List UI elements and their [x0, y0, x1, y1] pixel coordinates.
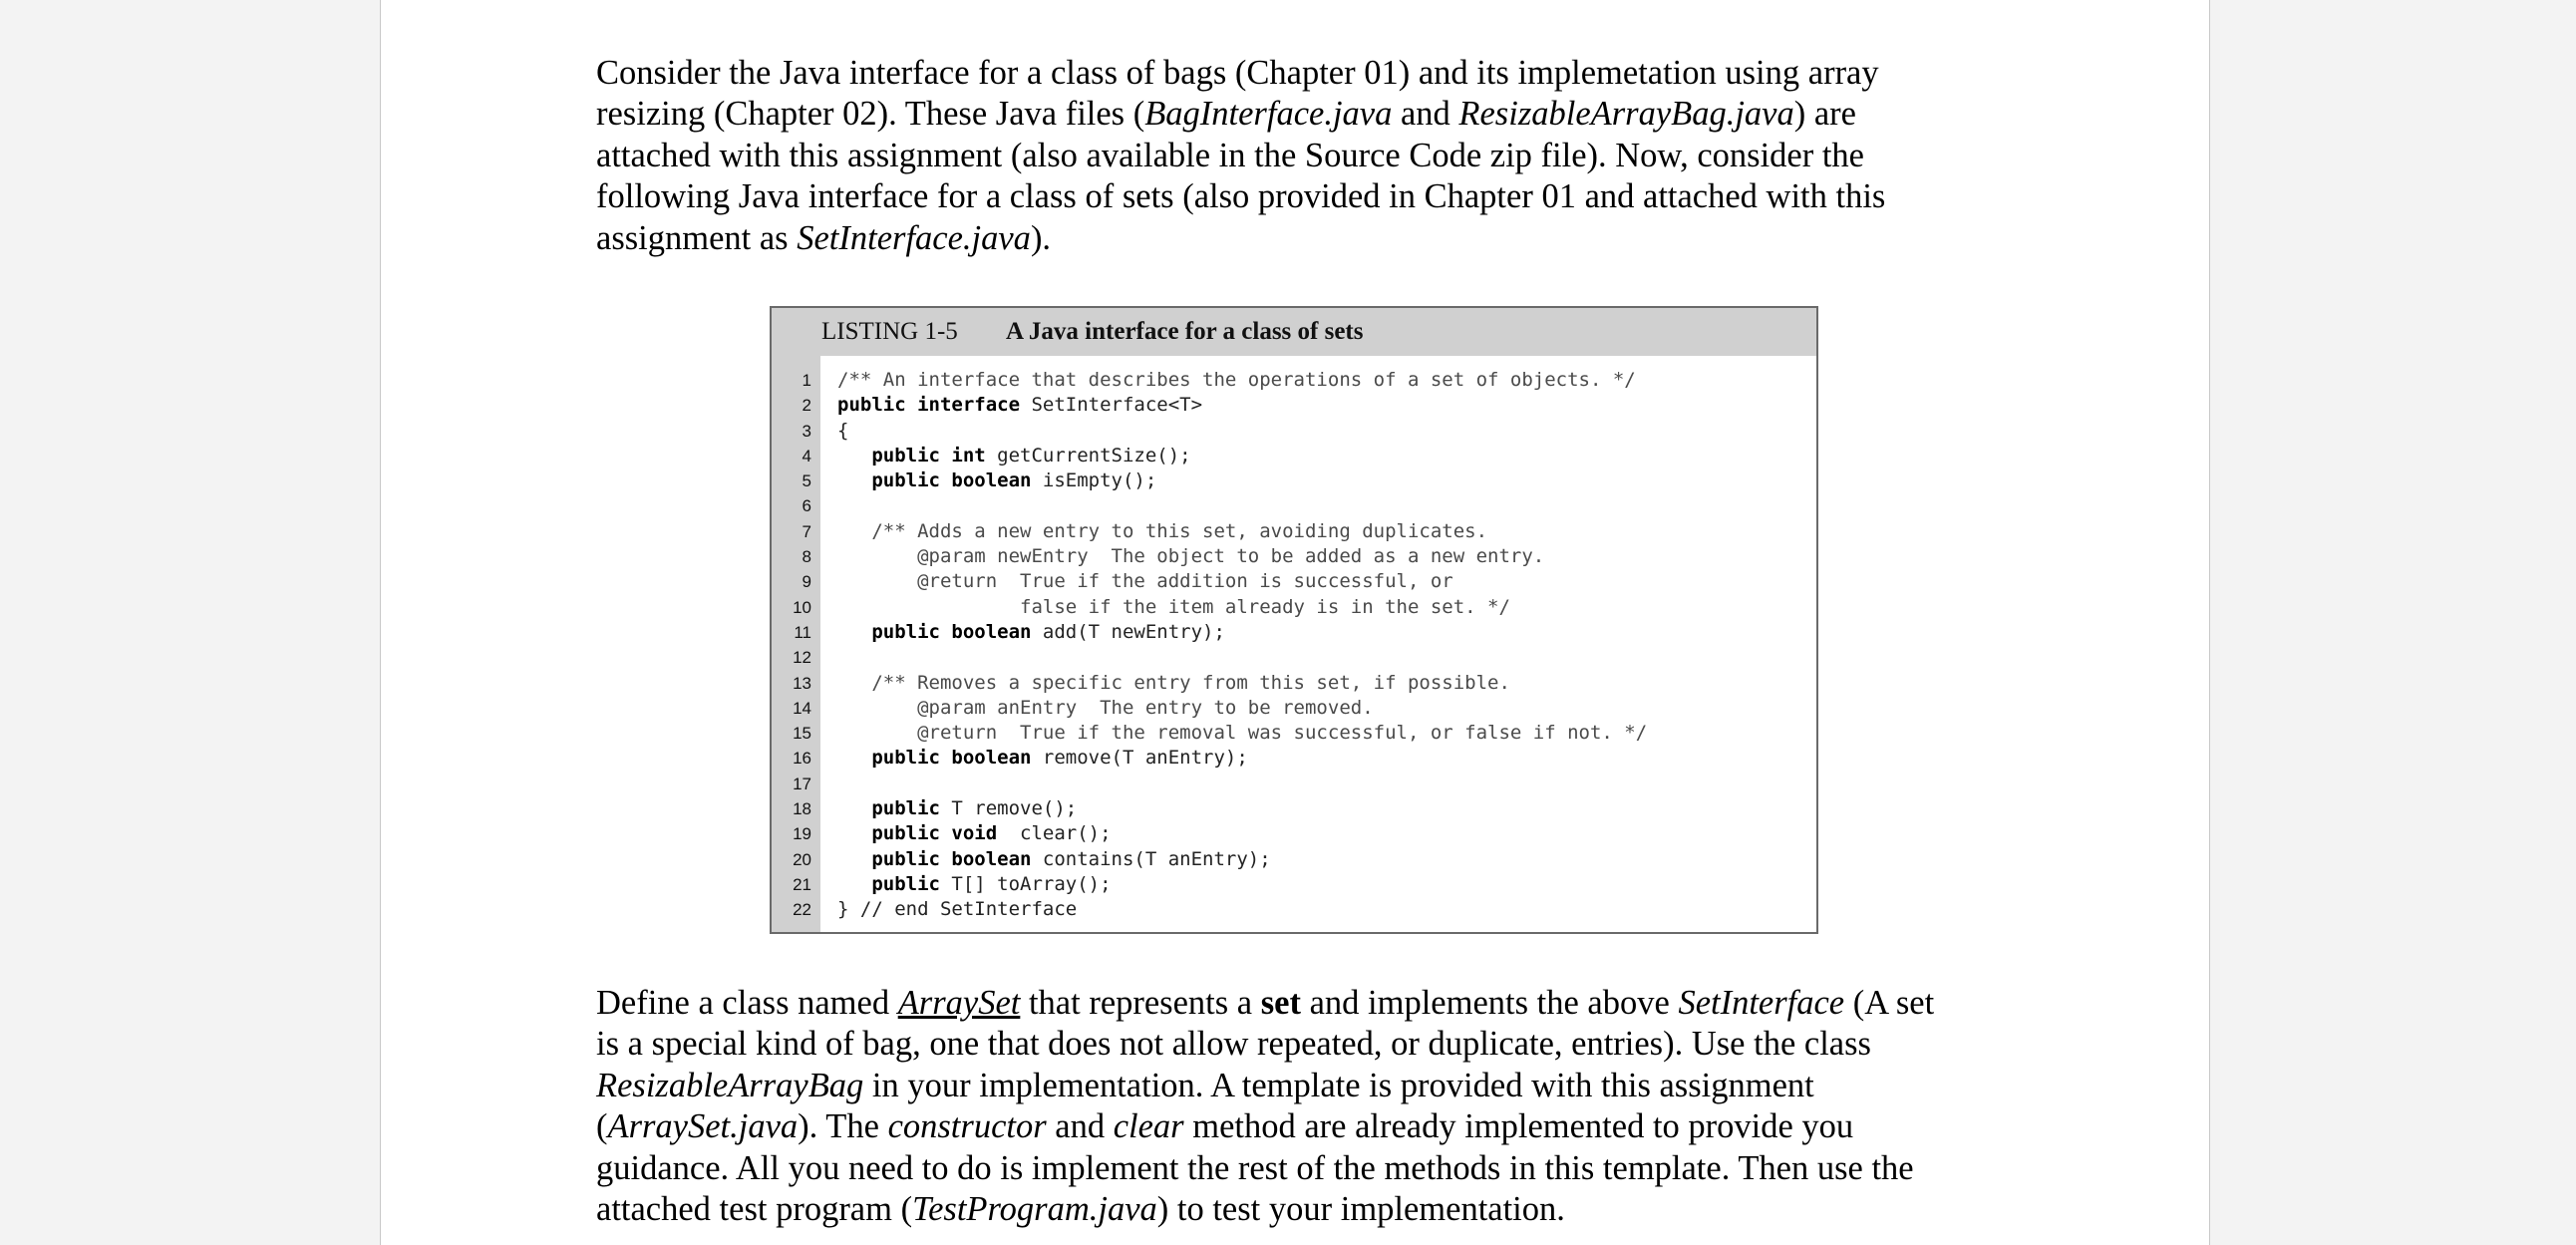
line-number: 16	[793, 749, 811, 769]
task-line-6	[596, 1189, 2032, 1230]
code-line	[772, 746, 1816, 771]
code-line	[772, 544, 1816, 569]
code-line	[772, 368, 1816, 393]
code-text	[837, 847, 1271, 872]
code-rest: T remove();	[939, 797, 1078, 820]
code-rest: SetInterface<T>	[1020, 394, 1203, 417]
code-comment	[837, 519, 1487, 544]
text-run: assignment as	[596, 218, 798, 257]
code-comment	[837, 544, 1544, 569]
intro-line-5	[596, 218, 2032, 259]
set-keyword: set	[1260, 984, 1301, 1022]
line-number: 9	[802, 572, 811, 592]
listing-caption: A Java interface for a class of sets	[1006, 318, 1364, 345]
line-number: 18	[793, 799, 811, 819]
code-text	[837, 468, 1156, 493]
text-run: (A set	[1844, 984, 1935, 1022]
resizable-array-bag-name: ResizableArrayBag	[596, 1066, 864, 1104]
code-line	[772, 468, 1816, 493]
code-line	[772, 620, 1816, 645]
code-comment	[837, 721, 1647, 746]
arrayset-filename: ArraySet.java	[607, 1107, 799, 1146]
line-number: 20	[793, 849, 811, 869]
text-run: ).	[1030, 218, 1052, 257]
line-number: 14	[793, 698, 811, 718]
line-number: 22	[793, 900, 811, 920]
code-rest: {	[837, 419, 849, 442]
code-line	[772, 569, 1816, 594]
line-number: 13	[793, 673, 811, 693]
task-paragraph	[596, 983, 2032, 1230]
code-keyword: public interface	[837, 394, 1021, 417]
code-rest: T[] toArray();	[939, 872, 1112, 895]
text-run: attached test program (	[596, 1190, 913, 1229]
line-number: 12	[793, 648, 811, 668]
code-rest: isEmpty();	[1031, 469, 1157, 492]
code-keyword: public boolean	[837, 847, 1032, 870]
code-rest: @return True if the removal was successful, or false if not. */	[837, 722, 1648, 745]
text-run: and	[1046, 1107, 1114, 1146]
code-line	[772, 772, 1816, 796]
code-line	[772, 821, 1816, 846]
code-rest: @return True if the addition is successful, or	[837, 570, 1453, 593]
code-keyword: public void	[837, 822, 998, 845]
code-rest: /** Adds a new entry to this set, avoiding duplicates.	[837, 519, 1488, 542]
code-line	[772, 721, 1816, 746]
task-line-4	[596, 1106, 2032, 1147]
text-run: that represents a	[1020, 984, 1261, 1022]
code-line	[772, 595, 1816, 620]
line-number: 11	[794, 622, 811, 642]
line-number: 5	[802, 471, 811, 491]
line-number: 17	[793, 774, 811, 793]
code-line	[772, 897, 1816, 922]
code-rest: contains(T anEntry);	[1031, 847, 1271, 870]
text-run: Define a class named	[596, 984, 898, 1022]
line-number: 3	[802, 421, 811, 441]
intro-line-4: following Java interface for a class of sets (also provided in Chapter 01 and attached with this	[596, 177, 1886, 216]
listing-header	[772, 308, 1816, 356]
code-text	[837, 897, 1077, 922]
code-rest: add(T newEntry);	[1031, 620, 1225, 643]
code-line	[772, 393, 1816, 418]
task-line-1	[596, 983, 2032, 1024]
code-keyword: public boolean	[837, 747, 1032, 770]
line-number: 6	[802, 496, 811, 516]
clear-word: clear	[1113, 1107, 1184, 1146]
text-run: (	[596, 1107, 608, 1146]
code-rest: @param newEntry The object to be added as a new entry.	[837, 545, 1545, 568]
code-line	[772, 645, 1816, 670]
intro-line-2	[596, 94, 2032, 135]
code-listing	[770, 306, 1818, 934]
resizable-array-bag-filename: ResizableArrayBag.java	[1458, 95, 1794, 134]
arrayset-classname: ArraySet	[897, 984, 1021, 1022]
document-page	[380, 0, 2210, 1245]
text-run: and	[1392, 95, 1459, 134]
code-comment	[837, 368, 1636, 393]
code-line	[772, 493, 1816, 518]
code-comment	[837, 696, 1374, 721]
listing-number: LISTING 1-5	[821, 318, 958, 345]
set-interface-filename: SetInterface.java	[797, 218, 1031, 257]
code-text	[837, 872, 1112, 897]
code-line	[772, 519, 1816, 544]
line-number: 10	[793, 597, 811, 617]
line-number: 1	[802, 371, 811, 390]
code-text	[837, 419, 848, 444]
task-line-5: guidance. All you need to do is implement the rest of the methods in this template. Then use the	[596, 1148, 1914, 1187]
code-body	[772, 368, 1816, 923]
code-keyword: public	[837, 872, 940, 895]
line-number: 2	[802, 396, 811, 416]
intro-line-3: attached with this assignment (also available in the Source Code zip file). Now, consider the	[596, 136, 1864, 174]
task-line-3	[596, 1066, 2032, 1106]
intro-paragraph	[596, 53, 2032, 259]
text-run: ). The	[798, 1107, 888, 1146]
code-line	[772, 444, 1816, 468]
line-number: 21	[793, 874, 811, 894]
line-number: 19	[793, 824, 811, 844]
bag-interface-filename: BagInterface.java	[1144, 95, 1393, 134]
code-line	[772, 872, 1816, 897]
line-number: 8	[802, 547, 811, 567]
code-text	[837, 746, 1248, 771]
line-number: 7	[802, 521, 811, 541]
text-run: ) are	[1793, 95, 1856, 134]
code-rest: getCurrentSize();	[985, 444, 1191, 467]
code-keyword: public int	[837, 444, 986, 467]
code-rest: false if the item already is in the set. */	[837, 595, 1510, 618]
code-line	[772, 419, 1816, 444]
code-rest: /** An interface that describes the operations of a set of objects. */	[837, 369, 1636, 391]
code-line	[772, 671, 1816, 696]
code-comment	[837, 595, 1510, 620]
code-rest: /** Removes a specific entry from this set, if possible.	[837, 671, 1510, 694]
code-line	[772, 796, 1816, 821]
intro-line-1: Consider the Java interface for a class of bags (Chapter 01) and its implemetation using array	[596, 54, 1879, 92]
code-keyword: public boolean	[837, 620, 1032, 643]
text-run: and implements the above	[1300, 984, 1679, 1022]
code-keyword: public	[837, 797, 940, 820]
line-number: 4	[802, 446, 811, 466]
code-text	[837, 620, 1225, 645]
code-comment	[837, 671, 1510, 696]
code-text	[837, 821, 1112, 846]
constructor-word: constructor	[887, 1107, 1047, 1146]
code-rest: remove(T anEntry);	[1031, 747, 1248, 770]
code-text	[837, 393, 1202, 418]
set-interface-name: SetInterface	[1678, 984, 1845, 1022]
text-run: resizing (Chapter 02). These Java files (	[596, 95, 1145, 134]
text-run: method are already implemented to provide you	[1183, 1107, 1854, 1146]
code-keyword: public boolean	[837, 469, 1032, 492]
code-rest: } // end SetInterface	[837, 898, 1078, 921]
text-run: in your implementation. A template is provided with this assignment	[863, 1066, 1814, 1104]
test-program-filename: TestProgram.java	[912, 1190, 1157, 1229]
line-number: 15	[793, 724, 811, 744]
code-line	[772, 847, 1816, 872]
code-line	[772, 696, 1816, 721]
text-run: ) to test your implementation.	[1156, 1190, 1565, 1229]
code-comment	[837, 569, 1453, 594]
task-line-2: is a special kind of bag, one that does not allow repeated, or duplicate, entries). Use the class	[596, 1025, 1871, 1064]
code-text	[837, 796, 1077, 821]
code-rest: @param anEntry The entry to be removed.	[837, 696, 1374, 719]
code-text	[837, 444, 1191, 468]
code-rest: clear();	[997, 822, 1112, 845]
